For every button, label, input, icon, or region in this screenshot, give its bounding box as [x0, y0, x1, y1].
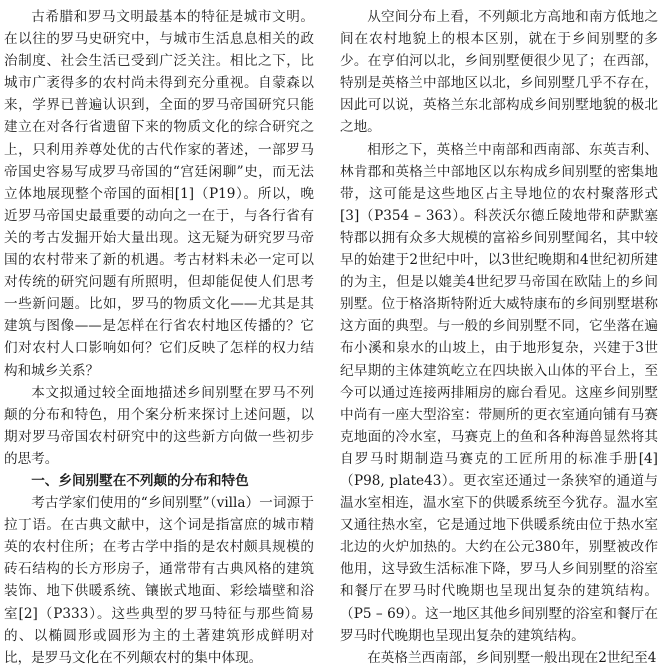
- paragraph-villa-definition: 考古学家们使用的“乡间别墅”（villa）一词源于拉丁语。在古典文献中，这个词是指富庶的城市精英的农村住所；在考古学中指的是农村颇具规模的砖石结构的长方形房子，通常带有古典风格的建筑装饰、地下供暖系统、镶嵌式地面、彩绘墙壁和浴室[2]（P333）。这些典型的罗马特征与那些简易的、以椭圆形或圆形为主的土著建筑形成鲜明对比，是罗马文化在不列颠农村的集中体现。: [4, 495, 314, 666]
- paragraph-urban-civilization: 古希腊和罗马文明最基本的特征是城市文明。在以往的罗马史研究中，与城市生活息息相关的政治制度、社会生活已受到广泛关注。相比之下，比城市广袤得多的农村尚未得到充分重视。自蒙森以来，学界已普遍认识到，全面的罗马帝国研究只能建立在对各行省遗留下来的物质文化的综合研究之上，只利用养尊处优的古代作家的著述，一部罗马帝国史容易写成罗马帝国的“宫廷闲聊”史，而无法立体地展现整个帝国的面相[1]（P19）。所以，晚近罗马帝国史最重要的动向之一在于，与各行省有关的考古发掘开始大量出现。这无疑为研究罗马帝国的农村带来了新的机遇。考古材料未必一定可以对传统的研究问题有所照明，但却能促使人们思考一些新问题。比如，罗马的物质文化——尤其是其建筑与图像——是怎样在行省农村地区传播的？它们对农村人口影响如何？它们反映了怎样的权力结构和城乡关系？: [4, 9, 314, 379]
- paragraph-southwest: 在英格兰西南部，乡间别墅一般出现在2世纪至4: [367, 649, 657, 666]
- paragraph-aim: 本文拟通过较全面地描述乡间别墅在罗马不列颠的分布和特色，用个案分析来探讨上述问题，以期对罗马帝国农村研究中的这些新方向做一些初步的思考。: [4, 384, 314, 467]
- section-heading: 一、乡间别墅在不列颠的分布和特色: [31, 472, 249, 489]
- left-column: [4, 6, 314, 669]
- right-column: [340, 6, 658, 669]
- paragraph-dense-zone: 相形之下，英格兰中南部和西南部、东英吉利、林肯郡和英格兰中部地区以东构成乡间别墅的密集地带，这可能是这些地区占主导地位的农村聚落形式[3]（P354 – 363）。科茨沃尔德丘陵地带和萨默塞特郡以拥有众多大规模的富裕乡间别墅闻名，其中较早的始建于2世纪中叶，以3世纪晚期和4世纪初所建的为主，但是以媲美4世纪罗马帝国在欧陆上的乡间别墅。位于格洛斯特附近大威特康布的乡间别墅堪称这方面的典型。与一般的乡间别墅不同，它坐落在遍布小溪和泉水的山坡上，由于地形复杂，兴建于3世纪早期的主体建筑屹立在四块嵌入山体的平台上，至今可以通过连接两排厢房的廊台看见。这座乡间别墅中尚有一座大型浴室：带厕所的更衣室通向铺有马赛克地面的冷水室，马赛克上的鱼和各种海兽显然将其自罗马时期制造马赛克的工匠所用的标准手册[4]（P98, plate43）。更衣室还通过一条狭窄的通道与温水室相连，温水室下的供暖系统至今犹存。温水室又通往热水室，它是通过地下供暖系统由位于热水室北边的火炉加热的。大约在公元380年，别墅被改作他用，这导致生活标准下降，罗马人乡间别墅的浴室和餐厅在罗马时代晚期也呈现出复杂的建筑结构。（P5 – 69）。这一地区其他乡间别墅的浴室和餐厅在罗马时代晚期也呈现出复杂的建筑结构。: [340, 141, 658, 644]
- paragraph-spatial-distribution: 从空间分布上看，不列颠北方高地和南方低地之间在农村地貌上的根本区别，就在于乡间别墅的多少。在亨伯河以北，乡间别墅便很少见了；在西部，特别是英格兰中部地区以北，乡间别墅几乎不存在，因此可以说，英格兰东北部构成乡间别墅地貌的极北之地。: [340, 9, 658, 136]
